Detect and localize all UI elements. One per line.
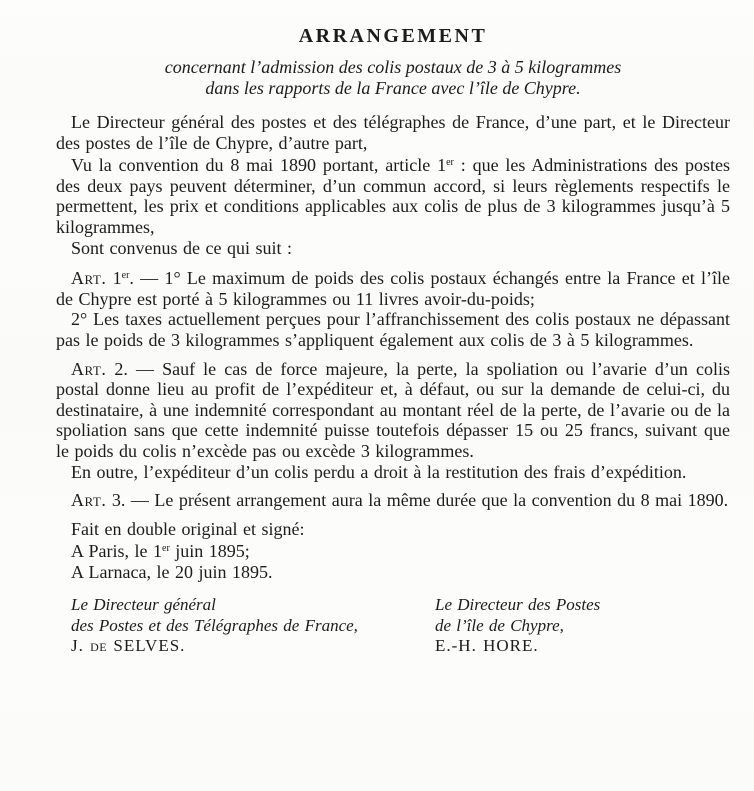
- preamble-convention-paragraph: [56, 153, 730, 237]
- signature-right-block: [420, 595, 720, 657]
- signature-left-name: [56, 636, 378, 657]
- signature-right-title-line-2: de l’île de Chypre,: [435, 615, 564, 635]
- article-3-paragraph: [56, 490, 730, 511]
- subtitle-line-2: dans les rapports de la France avec l’île de Chypre.: [205, 78, 581, 98]
- ordinal-superscript: er: [162, 543, 170, 555]
- article-3-body-text: 3. — Le présent arrangement aura la même durée que la convention du 8 mai 1890.: [106, 490, 729, 511]
- article-1-number: 1: [106, 268, 122, 289]
- article-1-label: Art.: [71, 268, 107, 289]
- article-2-paragraph: [56, 359, 730, 462]
- signature-left-title-line-2: des Postes et des Télégraphes de France,: [71, 615, 358, 635]
- convention-text-end: : que les Administrations des postes des deux pays peuvent déterminer, d’un commun accord, si leurs règlements respectifs le permettent, les prix et conditions applicables aux colis de plus de 3 kilogrammes jusqu’à 5 kilogrammes,: [56, 155, 730, 237]
- agreement-intro-line: Sont convenus de ce qui suit :: [71, 237, 292, 258]
- article-1-clause-1-text: . — 1° Le maximum de poids des colis postaux échangés entre la France et l’île de Chypre est porté à 5 kilogrammes ou 11 livres avoir-du-poids;: [56, 268, 731, 309]
- closing-made-line: Fait en double original et signé:: [71, 518, 305, 539]
- preamble-parties-paragraph: Le Directeur général des postes et des télégraphes de France, d’une part, et le Directeur des postes de l’île de Chypre, d’autre part,: [56, 112, 730, 153]
- article-3-label: Art.: [71, 490, 107, 511]
- signature-left-name-particle: de: [90, 636, 108, 656]
- article-2-addendum-paragraph: En outre, l’expéditeur d’un colis perdu a droit à la restitution des frais d’expédition.: [71, 461, 687, 482]
- document-subtitle: [56, 57, 730, 99]
- article-2-label: Art.: [71, 358, 107, 379]
- signature-left-name-initials: J.: [71, 636, 91, 656]
- subtitle-line-1: concernant l’admission des colis postaux de 3 à 5 kilogrammes: [164, 57, 622, 77]
- document-title: ARRANGEMENT: [298, 25, 488, 47]
- signature-left-name-surname: SELVES.: [107, 636, 186, 656]
- closing-block: [56, 519, 730, 583]
- article-2-body-text: 2. — Sauf le cas de force majeure, la perte, la spoliation ou l’avarie d’un colis postal donne lieu au profit de l’expéditeur et, à défaut, ou sur la demande de celui-ci, du destinataire, à une indemnité correspondant au montant réel de la perte, de l’avarie ou de la spoliation sans que cette indemnité puisse toutefois dépasser 15 ou 25 francs, suivant que le poids du colis n’excède pas ou excède 3 kilogrammes.: [56, 358, 730, 461]
- closing-larnaca-line: A Larnaca, le 20 juin 1895.: [71, 561, 273, 582]
- document-body: [56, 112, 730, 657]
- ordinal-superscript: er: [121, 270, 130, 282]
- paris-line-end: juin 1895;: [169, 541, 250, 562]
- article-1-clause-2-paragraph: 2° Les taxes actuellement perçues pour l’affranchissement des colis postaux ne dépassant pas le poids de 3 kilogrammes s’appliquent également aux colis de 3 à 5 kilogrammes.: [56, 309, 730, 350]
- signature-right-name: E.-H. HORE.: [435, 636, 539, 656]
- convention-text-start: Vu la convention du 8 mai 1890 portant, article 1: [71, 155, 447, 176]
- signature-left-title-line-1: Le Directeur général: [71, 595, 216, 615]
- closing-paris-line: [56, 539, 730, 562]
- article-1-paragraph: [56, 266, 730, 309]
- signature-left-block: [56, 595, 378, 657]
- signature-right-title-line-1: Le Directeur des Postes: [435, 595, 601, 615]
- signatures-section: [56, 595, 730, 657]
- ordinal-superscript: er: [446, 157, 454, 169]
- paris-line-start: A Paris, le 1: [71, 541, 162, 562]
